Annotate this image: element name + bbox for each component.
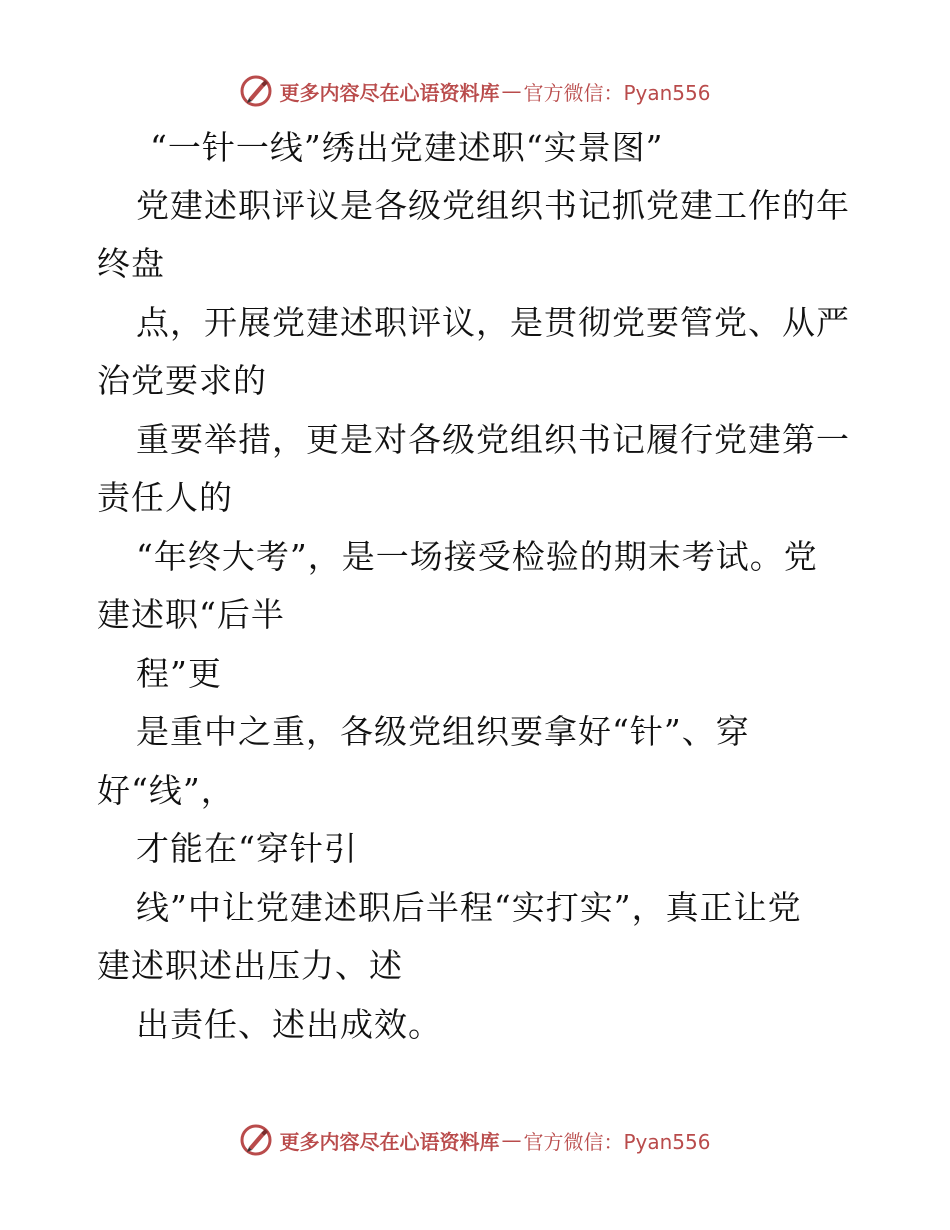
paragraph-line: 出责任、述出成效。 xyxy=(136,1005,442,1044)
pen-logo-icon xyxy=(239,74,273,108)
pen-logo-icon xyxy=(239,1123,273,1157)
paragraph-line: 线”中让党建述职后半程“实打实”，真正让党 xyxy=(136,888,802,927)
paragraph-line: 重要举措，更是对各级党组织书记履行党建第一 xyxy=(136,420,850,459)
paragraph-line: 程”更 xyxy=(136,654,222,693)
paragraph-line: 是重中之重，各级党组织要拿好“针”、穿 xyxy=(136,712,750,751)
banner-wechat: 官方微信：Pyan556 xyxy=(523,80,711,105)
document-title: “一针一线”绣出党建述职“实景图” xyxy=(150,128,664,167)
paragraph-line: 建述职述出压力、述 xyxy=(97,946,403,985)
paragraph-line: “年终大考”，是一场接受检验的期末考试。党 xyxy=(136,537,818,576)
banner-title: 更多内容尽在心语资料库 xyxy=(279,80,500,105)
banner-wechat: 官方微信：Pyan556 xyxy=(523,1129,711,1154)
paragraph-line: 党建述职评议是各级党组织书记抓党建工作的年 xyxy=(136,186,850,225)
paragraph-line: 建述职“后半 xyxy=(97,595,285,634)
banner-dash: — xyxy=(501,1128,522,1152)
paragraph-line: 治党要求的 xyxy=(97,361,267,400)
paragraph-line: 点，开展党建述职评议，是贯彻党要管党、从严 xyxy=(136,303,850,342)
banner-title: 更多内容尽在心语资料库 xyxy=(279,1129,500,1154)
header-banner xyxy=(0,71,950,111)
paragraph-line: 好“线”， xyxy=(97,771,235,810)
footer-banner xyxy=(0,1120,950,1160)
banner-dash: — xyxy=(501,79,522,103)
paragraph-line: 才能在“穿针引 xyxy=(136,829,358,868)
paragraph-line: 终盘 xyxy=(97,244,165,283)
paragraph-line: 责任人的 xyxy=(97,478,233,517)
